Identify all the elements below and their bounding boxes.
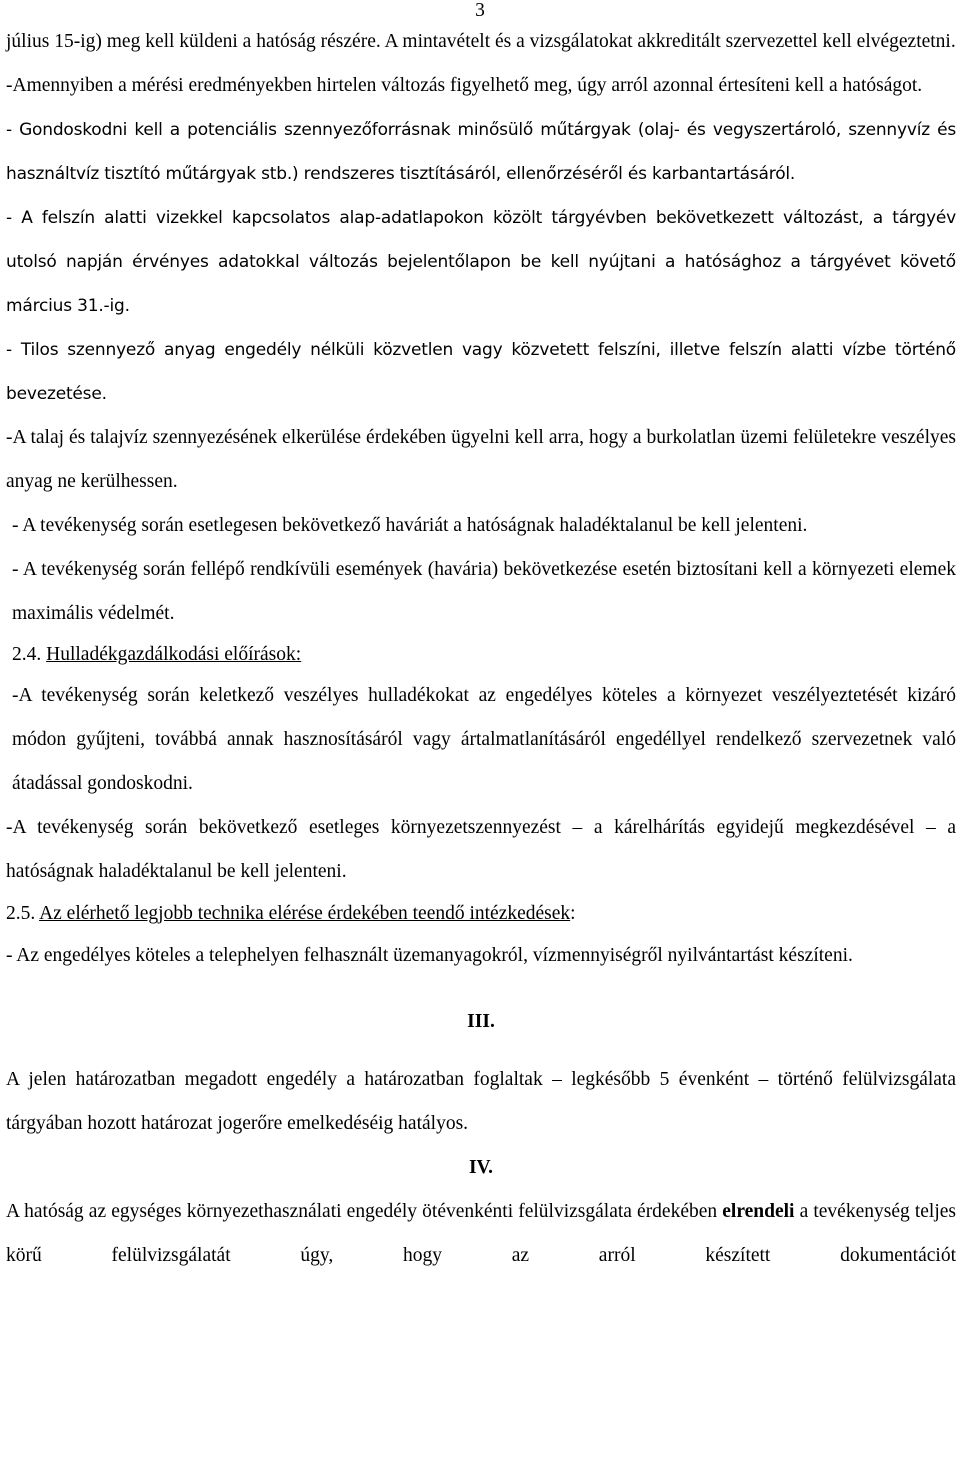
section-2-5-title: Az elérhető legjobb technika elérése érdekében teendő intézkedések — [39, 903, 571, 924]
section-2-5-colon: : — [570, 903, 576, 924]
document-body — [6, 20, 956, 1278]
paragraph-extraordinary-events: - A tevékenység során fellépő rendkívüli események (havária) bekövetkezése esetén biztosítani kell a környezeti elemek maximális védelmét. — [12, 559, 956, 624]
paragraph-pollution-report: -A tevékenység során bekövetkező esetleges környezetszennyezést – a kárelhárítás egyidejű megkezdésével – a hatóságnak haladéktalanul be kell jelenteni. — [6, 817, 956, 882]
paragraph-sample-deadline: július 15-ig) meg kell küldeni a hatóság részére. A mintavételt és a vizsgálatokat akkreditált szervezettel kell elvégeztetni. — [6, 31, 956, 52]
paragraph-discharge-ban: - Tilos szennyező anyag engedély nélküli közvetlen vagy közvetett felszíni, illetve felszín alatti vízbe történő bevezetése. — [6, 340, 956, 404]
section-2-4-number: 2.4. — [12, 644, 47, 665]
paragraph-review-order — [6, 1190, 956, 1278]
review-order-start: A hatóság az egységes környezethasználati engedély ötévenkénti felülvizsgálata érdekében — [6, 1201, 718, 1222]
review-order-bold-word: elrendeli — [722, 1201, 795, 1222]
page-number: 3 — [475, 0, 485, 21]
paragraph-hazardous-waste: -A tevékenység során keletkező veszélyes hulladékokat az engedélyes köteles a környezet veszélyeztetését kizáró módon gyűjteni, továbbá annak hasznosításáról vagy ártalmatlanításáról engedéllyel rendelkező szervezetnek való átadással gondoskodni. — [12, 685, 956, 794]
paragraph-maintenance: - Gondoskodni kell a potenciális szennyezőforrásnak minősülő műtárgyak (olaj- és vegyszertároló, szennyvíz és használtvíz tisztító műtárgyak stb.) rendszeres tisztításáról, ellenőrzéséről és karbantartásáról. — [6, 120, 956, 184]
section-2-4-heading — [6, 636, 956, 674]
paragraph-sudden-change: -Amennyiben a mérési eredményekben hirtelen változás figyelhető meg, úgy arról azonnal értesíteni kell a hatóságot. — [6, 75, 923, 96]
paragraph-permit-validity: A jelen határozatban megadott engedély a határozatban foglaltak – legkésőbb 5 évenként – történő felülvizsgálata tárgyában hozott határozat jogerőre emelkedéséig hatályos. — [6, 1069, 956, 1134]
section-III-heading: III. — [467, 1011, 495, 1032]
section-2-4-title: Hulladékgazdálkodási előírások: — [46, 644, 302, 665]
paragraph-soil-protection: -A talaj és talajvíz szennyezésének elkerülése érdekében ügyelni kell arra, hogy a burkolatlan üzemi felületekre veszélyes anyag ne kerülhessen. — [6, 427, 956, 492]
paragraph-data-sheet-changes: - A felszín alatti vizekkel kapcsolatos alap-adatlapokon közölt tárgyévben bekövetkezett változást, a tárgyév utolsó napján érvényes adatokkal változás bejelentőlapon be kell nyújtani a hatósághoz a tárgyévet követő március 31.-ig. — [6, 208, 956, 316]
section-2-5-number: 2.5. — [6, 903, 40, 924]
section-2-5-heading — [6, 894, 956, 934]
paragraph-fuel-records: - Az engedélyes köteles a telephelyen felhasznált üzemanyagokról, vízmennyiségről nyilvántartást készíteni. — [6, 945, 853, 966]
paragraph-havaria-report: - A tevékenység során esetlegesen bekövetkező haváriát a hatóságnak haladéktalanul be kell jelenteni. — [12, 515, 808, 536]
review-order-rest: a tevékenység teljes körű felülvizsgálatát úgy, hogy az arról készített dokumentációt — [6, 1201, 956, 1266]
section-IV-heading: IV. — [468, 1157, 494, 1178]
